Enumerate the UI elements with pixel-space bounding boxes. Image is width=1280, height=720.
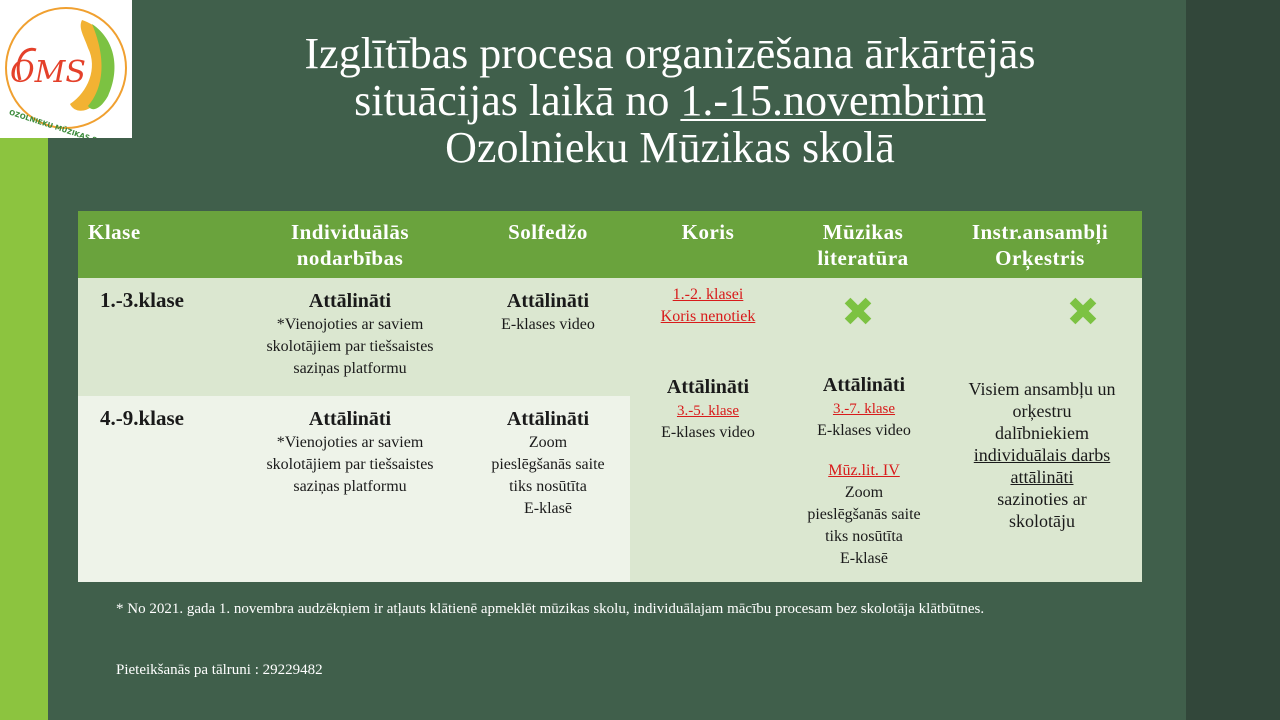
schedule-table [78,211,1142,582]
table-row-1-3 [78,278,630,396]
header-klase: Klase [88,220,141,244]
x-mark-icon [839,292,877,330]
instr-l6: sazinoties ar [997,489,1087,509]
row1-solfedzo-cell [473,288,623,336]
instr-l1: Visiem ansambļu un [968,379,1116,399]
header-muz-l2: literatūra [817,246,909,270]
koris-red-3: 3.-5. klase [676,403,740,419]
row1-individual-cell [240,288,460,380]
row1-individual-l1: *Vienojoties ar saviem [276,316,424,333]
footnote-text: * No 2021. gada 1. novembra audzēkņiem ir atļauts klātienē apmeklēt mūzikas skolu, individuālajam mācību procesam bez skolotāja klātbūtnes. [116,601,985,617]
row2-solfedzo-cell [473,406,623,520]
row1-individual-title: Attālināti [308,290,392,312]
koris-title: Attālināti [666,376,750,398]
muzikas-literatura-cell [786,372,942,570]
row2-solfedzo-l3: tiks nosūtīta [509,478,587,495]
muzlit-l4: tiks nosūtīta [825,528,903,545]
muzlit-red-1: 3.-7. klase [832,401,896,417]
muzlit-l2: Zoom [844,484,884,501]
row2-individual-cell [240,406,460,498]
instr-l5: attālināti [1010,467,1074,487]
instr-l4: individuālais darbs [973,445,1111,465]
right-side-panel [1186,0,1280,720]
table-row-4-9 [78,396,630,582]
row1-solfedzo-title: Attālināti [506,290,590,312]
muzlit-red-2: Mūz.lit. IV [828,462,900,479]
koris-l1: E-klases video [661,424,755,441]
x-mark-icon [1064,292,1102,330]
row2-individual-l3: saziņas platformu [293,478,407,495]
row2-solfedzo-l1: Zoom [528,434,568,451]
title-line-1: Izglītības procesa organizēšana ārkārtējās [304,29,1036,78]
row1-individual-l3: saziņas platformu [293,360,407,377]
row1-individual-l2: skolotājiem par tiešsaistes [266,338,434,355]
phone-info: Pieteikšanās pa tālruni : 29229482 [116,662,323,678]
muzlit-l3: pieslēgšanās saite [807,506,921,523]
header-instr-l2: Orķestris [995,246,1085,270]
row2-individual-l1: *Vienojoties ar saviem [276,434,424,451]
title-line-2 [170,77,1170,124]
header-koris: Koris [681,220,735,244]
school-logo [0,0,132,138]
merged-cells-area [630,278,1142,582]
row2-individual-l2: skolotājiem par tiešsaistes [266,456,434,473]
header-muz-l1: Mūzikas [822,220,904,244]
header-instr-ansambli [940,219,1140,271]
header-individualas [250,219,450,271]
header-solfedzo: Solfedžo [508,220,588,244]
row1-solfedzo-l1: E-klases video [501,316,595,333]
header-muzikas-literatura [788,219,938,271]
instr-l3: dalībniekiem [995,423,1089,443]
row2-solfedzo-l2: pieslēgšanās saite [491,456,605,473]
logo-text: OZOLNIEKU MŪZIKAS SKOLA [7,108,118,138]
header-individualas-l1: Individuālās [290,220,410,244]
table-header-row [78,211,1142,278]
row2-solfedzo-title: Attālināti [506,408,590,430]
page-title [170,30,1170,171]
title-date-range: 1.-15.novembrim [680,76,986,125]
row1-klase: 1.-3.klase [100,288,184,312]
logo-mark: OMS [10,55,86,90]
header-individualas-l2: nodarbības [296,246,404,270]
koris-red-1: 1.-2. klasei [672,286,744,303]
title-line-2-text: situācijas laikā no [354,76,681,125]
muzlit-l5: E-klasē [840,550,888,567]
row2-klase: 4.-9.klase [100,406,184,430]
title-line-3: Ozolnieku Mūzikas skolā [445,123,895,172]
koris-red-2: Koris nenotiek [660,308,756,325]
row2-individual-title: Attālināti [308,408,392,430]
instr-ansambli-cell [942,378,1142,532]
row2-solfedzo-l4: E-klasē [524,500,572,517]
koris-cell [630,284,786,444]
instr-l2: orķestru [1012,401,1072,421]
muzlit-title: Attālināti [822,374,906,396]
muzlit-l1: E-klases video [817,422,911,439]
header-instr-l1: Instr.ansambļi [971,220,1109,244]
instr-l7: skolotāju [1009,511,1075,531]
